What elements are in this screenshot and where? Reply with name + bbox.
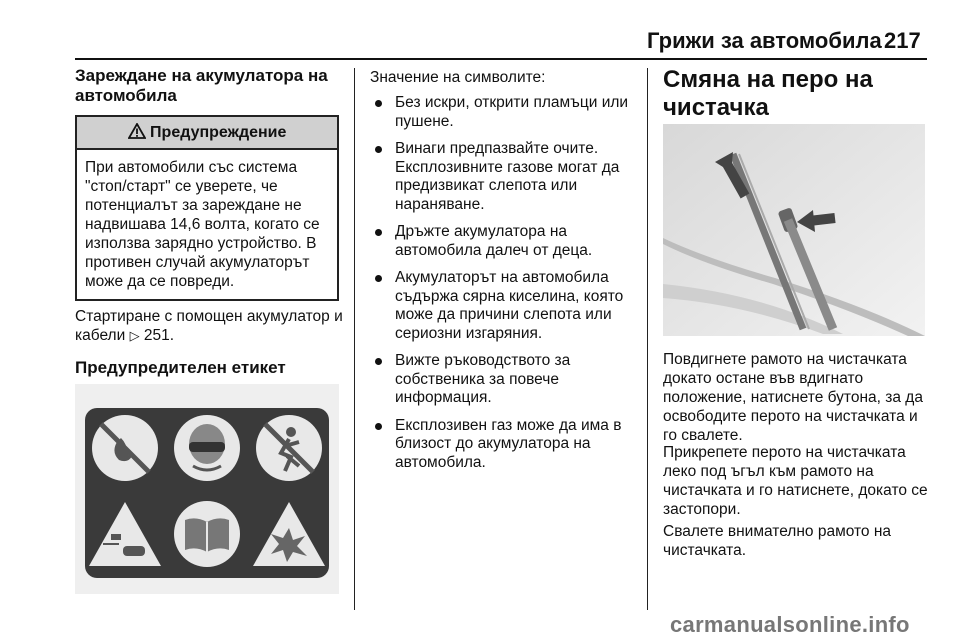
header-rule bbox=[75, 58, 927, 60]
read-manual-icon bbox=[174, 501, 240, 567]
keep-children-away-icon bbox=[256, 415, 322, 481]
warning-text: При автомобили със система "стоп/старт" се уверете, че потенциалът за зареждане не надвишава 14,6 волта, когато се използва зарядно устройство. В противен случай акумулаторът може да се повреди. bbox=[85, 159, 320, 290]
warning-title: Предупреждение bbox=[150, 124, 287, 141]
jump-start-page-ref[interactable]: 251. bbox=[143, 327, 175, 344]
jump-start-text bbox=[75, 307, 345, 345]
warning-label-heading: Предупредителен етикет bbox=[75, 358, 286, 377]
page-reference-icon: ▷ bbox=[129, 328, 140, 343]
list-item: Акумулаторът на автомобила съдържа сярна киселина, която може да причини слепота или сериозни изгаряния. bbox=[370, 269, 635, 343]
list-item: Без искри, открити пламъци или пушене. bbox=[370, 94, 635, 131]
warning-box bbox=[75, 115, 339, 301]
list-item: Вижте ръководството за собственика за повече информация. bbox=[370, 352, 635, 408]
section-heading-wiper: Смяна на перо на чистачка bbox=[663, 66, 873, 121]
list-item: Експлозивен газ може да има в близост до акумулатора на автомобила. bbox=[370, 417, 635, 473]
wiper-paragraph-2: Прикрепете перото на чистачката леко под ъгъл към рамото на чистачката и го натиснете, докато се застопори. bbox=[663, 444, 928, 518]
page-number: 217 bbox=[884, 28, 921, 53]
column-separator-2 bbox=[647, 68, 648, 610]
wiper-blade-image bbox=[663, 124, 925, 336]
page-header-title: Грижи за автомобила bbox=[647, 28, 882, 53]
no-fire-icon bbox=[92, 415, 158, 481]
warning-triangle-icon bbox=[128, 123, 146, 139]
column-separator-1 bbox=[354, 68, 355, 610]
jump-start-label: Стартиране с помощен акумулатор и кабели bbox=[75, 308, 343, 344]
eye-protection-icon bbox=[174, 415, 240, 481]
list-item: Дръжте акумулатора на автомобила далеч от деца. bbox=[370, 223, 635, 260]
section-heading-charging: Зареждане на акумулатора на автомобила bbox=[75, 66, 328, 105]
warning-header bbox=[77, 117, 337, 150]
watermark-footer: carmanualsonline.info bbox=[670, 612, 910, 637]
wiper-paragraph-1: Повдигнете рамото на чистачката докато остане във вдигнато положение, натиснете бутона, за да освободите перото на чистачката и го свалете. bbox=[663, 351, 923, 444]
symbol-meanings-list bbox=[370, 94, 635, 481]
battery-warning-label-image bbox=[75, 384, 339, 594]
list-item: Винаги предпазвайте очите. Експлозивните газове могат да предизвикат слепота или нараняване. bbox=[370, 140, 635, 214]
wiper-paragraph-3: Свалете внимателно рамото на чистачката. bbox=[663, 523, 892, 559]
symbols-intro: Значение на символите: bbox=[370, 69, 546, 86]
